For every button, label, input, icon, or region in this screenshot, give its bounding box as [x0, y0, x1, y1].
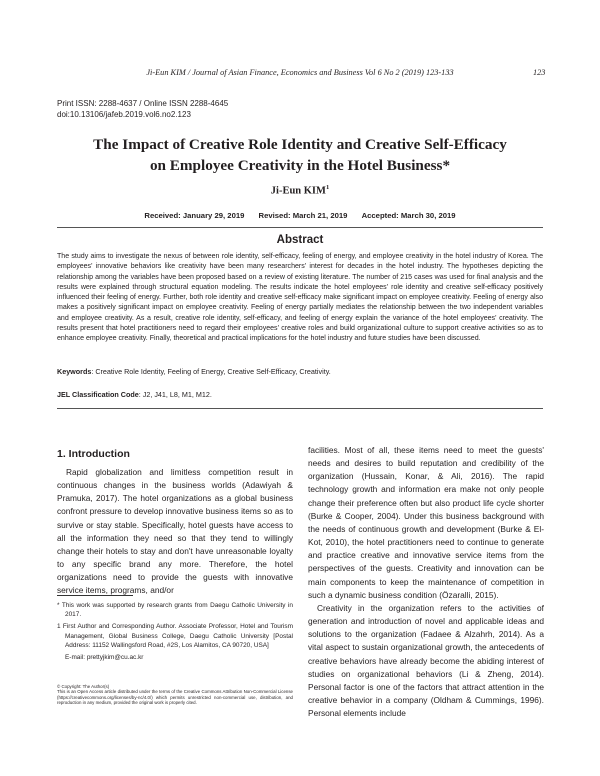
keywords-text: : Creative Role Identity, Feeling of Energy, Creative Self-Efficacy, Creativity. — [91, 367, 331, 376]
keywords-line — [57, 367, 543, 376]
revised-date: Revised: March 21, 2019 — [258, 211, 348, 220]
footnote-rule — [57, 595, 133, 596]
copyright-notice — [57, 684, 293, 706]
intro-paragraph-1: Rapid globalization and limitless competition result in continuous changes in the business worlds (Adawiyah & Pramuka, 2017). The hotel organizations as a global business confront pressure to develop innovative business items so as to survive or stay stable. Specifically, hotel guests have access to all the information they need so that they tend to willingly change their hotels to stay and don't have unreasonable loyalty to any specific brand any more. Therefore, the hotel organizations need to provide the guests with innovative service items, programs, and/or — [57, 467, 293, 596]
license-text: This is an Open Access article distributed under the terms of the Creative Commons Attribution Non-Commercial License (https://creativecommons.org/licenses/by-nc/4.0/) which permits unrestricted non-commercial use, distribution, and reproduction in any medium, provided the original work is properly cited. — [57, 689, 293, 706]
intro-paragraph-1-cont: facilities. Most of all, these items need to meet the guests' needs and desires to build reputation and credibility of the organization (Hussain, Konar, & Ali, 2016). The rapid technology growth and information era make not only people change their preference often but also product life cycle shorter (Burke & Cooper, 2004). Under this business background with the needs of continuous growth and development (Burke & El-Kot, 2010), the hotel practitioners need to continue to generate and practice creative and innovative service items from the perspectives of the guests. Creativity and innovation can be main components to keep the maintenance of competition in such a dynamic business condition (Özaralli, 2015). — [308, 445, 544, 600]
keywords-label: Keywords — [57, 367, 92, 376]
author-email[interactable]: E-mail: prettyjkim@cu.ac.kr — [65, 654, 144, 662]
title-line-2: on Employee Creativity in the Hotel Business* — [149, 157, 451, 174]
issn-line: Print ISSN: 2288-4637 / Online ISSN 2288-4645 — [57, 99, 229, 108]
right-column — [308, 444, 544, 720]
jel-text: : J2, J41, L8, M1, M12. — [138, 390, 212, 399]
author-footnote-mark: 1 — [325, 184, 330, 191]
copyright-line: © Copyright: The Author(s) — [57, 684, 110, 689]
accepted-date: Accepted: March 30, 2019 — [361, 211, 456, 220]
jel-line — [57, 390, 543, 399]
left-column — [57, 466, 293, 598]
jel-label: JEL Classification Code — [57, 390, 139, 399]
article-title — [40, 134, 560, 176]
author-line — [0, 184, 600, 197]
doi-line[interactable]: doi:10.13106/jafeb.2019.vol6.no2.123 — [57, 110, 191, 119]
article-dates — [0, 211, 600, 220]
footnote-funding: * This work was supported by research grants from Daegu Catholic University in 2017. — [57, 602, 293, 619]
issn-block — [57, 98, 228, 120]
abstract-body: The study aims to investigate the nexus of between role identity, self-efficacy, feeling of energy, and employee creativity in the hotel industry of Korea. The employees' innovative behaviors like creativity have been many researchers' interest for decades in the hotel industry. The hypotheses depicting the relationship among the variables have been proposed based on a review of existing literature. The number of 215 cases was used for final analysis and the results were explained through structural equation modeling. The results indicate the hotel employees' role identity and creative self-efficacy positively influenced their feeling of energy. Further, both role identity and creative self-efficacy make significant impact on employee creativity. Feeling of energy also makes a positively significant impact on employee creativity. Feeling of energy partially mediates the relationship between the two independent variables and employee creativity. As a result, creative role identity, self-efficacy, and feeling of energy explain the variance of the hotel employees' creativity. The results present that hotel practitioners need to regard their employees' creative roles and build organizational culture to support creative activities so as to enhance employee creativity. Finally, theoretical and practical implications for the hotel industry and future studies have been discussed. — [57, 253, 543, 342]
intro-paragraph-2: Creativity in the organization refers to the activities of generation and introduction of novel and applicable ideas and solutions to the organization (Fadaee & Alzahrh, 2014). As a vital aspect to sustain organizational growth, the antecedents of creative behaviors have already become the abiding interest of studies on organizational behaviors (Li & Zheng, 2014). Personal factor is one of the factors that attract attention in the creative behavior in a company (Oldham & Cummings, 1996). Personal elements include — [308, 602, 544, 719]
abstract-heading: Abstract — [276, 234, 324, 246]
running-head-text: Ji-Eun KIM / Journal of Asian Finance, Economics and Business Vol 6 No 2 (2019) 123-133 — [146, 68, 454, 77]
footnote-author: 1 First Author and Corresponding Author. Associate Professor, Hotel and Tourism Management, Global Business College, Daegu Catholic University [Postal Address: 11152 Wallingsford Road, #2S, Los Alamitos, CA 90720, USA] — [57, 623, 293, 649]
abstract-top-rule — [57, 227, 543, 228]
footnotes — [57, 601, 293, 662]
abstract-bottom-rule — [57, 408, 543, 409]
section-heading-introduction: 1. Introduction — [57, 448, 130, 460]
page-number: 123 — [533, 68, 546, 77]
author-name: Ji-Eun KIM — [270, 185, 326, 197]
title-line-1: The Impact of Creative Role Identity and Creative Self-Efficacy — [93, 136, 507, 153]
received-date: Received: January 29, 2019 — [144, 211, 245, 220]
